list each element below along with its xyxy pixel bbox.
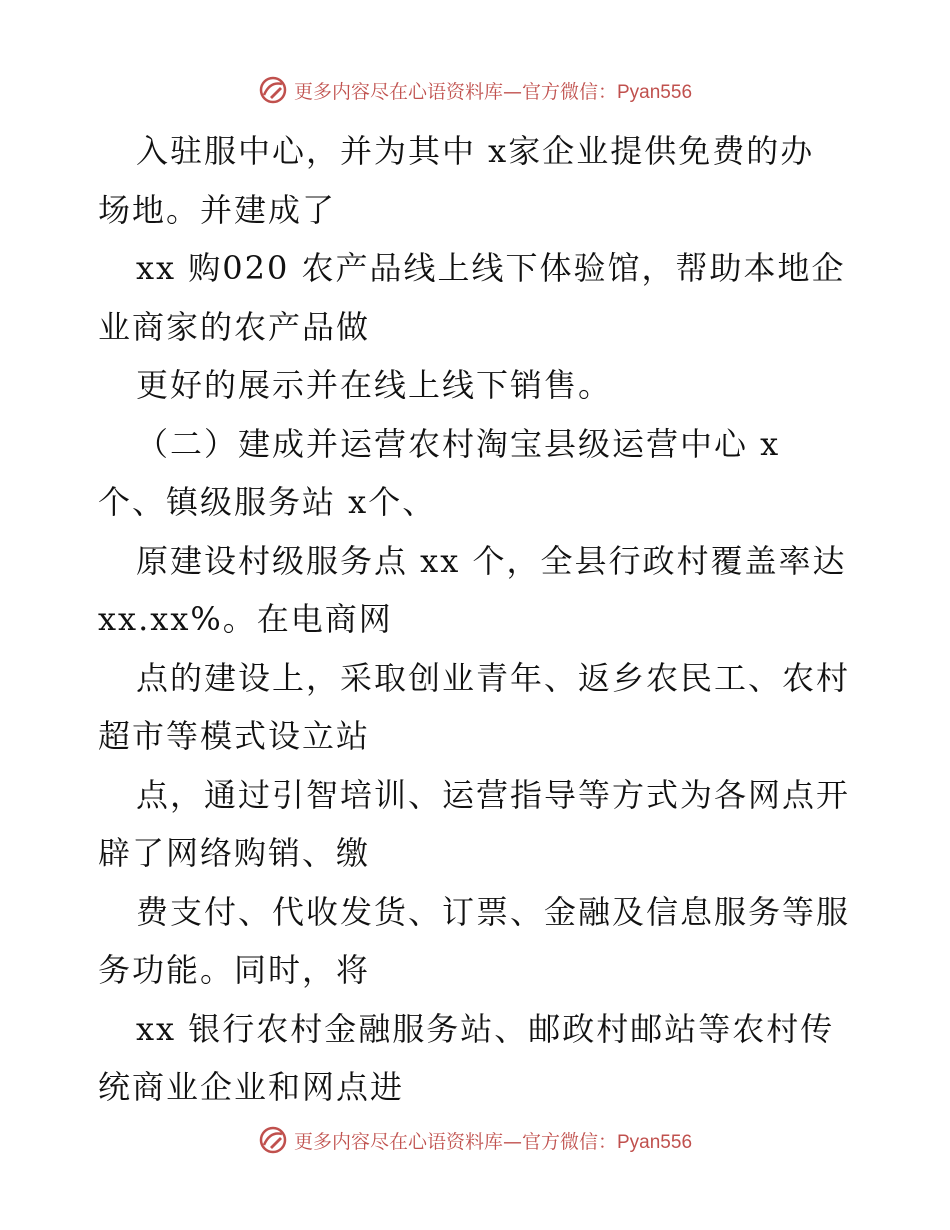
header-banner bbox=[0, 70, 950, 110]
header-banner-text: 更多内容尽在心语资料库—官方微信：Pyan556 bbox=[293, 80, 693, 103]
body-line: 入驻服中心，并为其中 x家企业提供免费的办 bbox=[136, 132, 815, 170]
body-line: 费支付、代收发货、订票、金融及信息服务等服 bbox=[136, 892, 851, 931]
body-line: 辟了网络购销、缴 bbox=[98, 834, 371, 872]
footer-banner bbox=[0, 1120, 950, 1160]
body-line: 点，通过引智培训、运营指导等方式为各网点开 bbox=[136, 775, 851, 814]
body-line: （二）建成并运营农村淘宝县级运营中心 x bbox=[136, 424, 781, 463]
body-line: 统商业企业和网点进 bbox=[98, 1068, 405, 1106]
body-line: xx.xx%。在电商网 bbox=[98, 600, 393, 638]
body-line: 个、镇级服务站 x个、 bbox=[98, 483, 437, 521]
pen-swirl-logo-icon bbox=[258, 75, 288, 105]
body-line: 点的建设上，采取创业青年、返乡农民工、农村 bbox=[136, 658, 851, 697]
body-line: 业商家的农产品做 bbox=[98, 307, 371, 346]
body-line: 原建设村级服务点 xx 个，全县行政村覆盖率达 bbox=[136, 541, 847, 580]
body-line: xx 银行农村金融服务站、邮政村邮站等农村传 bbox=[136, 1009, 835, 1048]
footer-wechat-id: Pyan556 bbox=[617, 1131, 693, 1153]
body-line: 超市等模式设立站 bbox=[98, 717, 371, 755]
body-line: 务功能。同时，将 bbox=[98, 951, 371, 989]
pen-swirl-logo-icon bbox=[258, 1125, 288, 1155]
document-body bbox=[98, 122, 858, 1117]
body-line: 场地。并建成了 bbox=[98, 190, 337, 229]
body-line: xx 购020 农产品线上线下体验馆，帮助本地企 bbox=[136, 249, 846, 287]
footer-banner-text: 更多内容尽在心语资料库—官方微信：Pyan556 bbox=[293, 1130, 693, 1153]
header-wechat-id: Pyan556 bbox=[617, 81, 693, 103]
body-line: 更好的展示并在线上线下销售。 bbox=[136, 366, 613, 404]
